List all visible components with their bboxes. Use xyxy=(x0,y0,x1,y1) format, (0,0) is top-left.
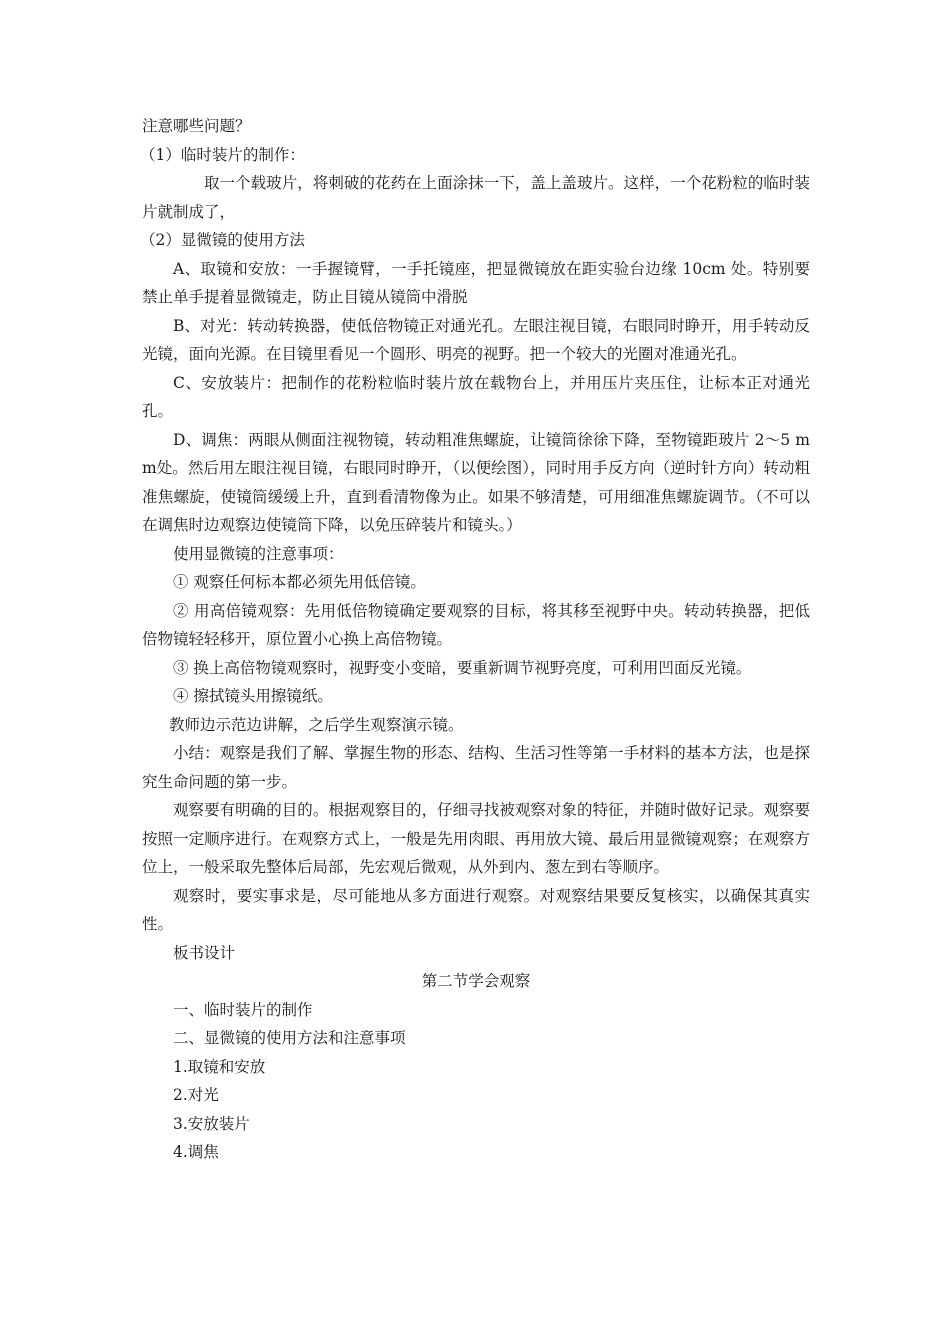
note-item-2: ② 用高倍镜观察：先用低倍物镜确定要观察的目标，将其移至视野中央。转动转换器，把低倍物镜轻轻移开，原位置小心换上高倍物镜。 xyxy=(142,601,810,648)
board-item-1: 一、临时装片的制作 xyxy=(173,1000,313,1019)
paragraph-observation-truth: 观察时，要实事求是，尽可能地从多方面进行观察。对观察结果要反复核实，以确保其真实性。 xyxy=(142,886,810,933)
section-heading-slide-making: （1）临时装片的制作： xyxy=(140,145,305,164)
notes-heading: 使用显微镜的注意事项： xyxy=(173,544,344,563)
paragraph-step-b: B、对光：转动转换器，使低倍物镜正对通光孔。左眼注视目镜，右眼同时睁开，用手转动反光镜，面向光源。在目镜里看见一个圆形、明亮的视野。把一个较大的光圈对准通光孔。 xyxy=(142,316,810,363)
board-item-6: 4.调焦 xyxy=(173,1143,219,1161)
note-item-1: ① 观察任何标本都必须先用低倍镜。 xyxy=(173,573,426,591)
paragraph-step-a: A、取镜和安放：一手握镜臂，一手托镜座，把显微镜放在距实验台边缘 10cm 处。特别要禁止单手提着显微镜走，防止目镜从镜筒中滑脱 xyxy=(142,259,810,306)
paragraph-step-c: C、安放装片：把制作的花粉粒临时装片放在载物台上，并用压片夹压住，让标本正对通光孔。 xyxy=(142,373,810,420)
document-body xyxy=(142,112,810,1167)
note-item-4: ④ 擦拭镜头用擦镜纸。 xyxy=(173,687,333,705)
note-item-3: ③ 换上高倍物镜观察时，视野变小变暗，要重新调节视野亮度，可利用凹面反光镜。 xyxy=(173,658,752,677)
board-title: 第二节学会观察 xyxy=(421,972,531,990)
board-item-5: 3.安放装片 xyxy=(173,1114,250,1133)
board-item-3: 1.取镜和安放 xyxy=(173,1057,266,1076)
paragraph-step-d: D、调焦：两眼从侧面注视物镜，转动粗准焦螺旋，让镜筒徐徐下降，至物镜距玻片 2～5 mm处。然后用左眼注视目镜，右眼同时睁开，（以便绘图），同时用手反方向（逆时针方向）转动粗准焦螺旋，使镜筒缓缓上升，直到看清物像为止。如果不够清楚，可用细准焦螺旋调节。（不可以在调焦时边观察边使镜筒下降，以免压碎装片和镜头。） xyxy=(142,430,810,534)
paragraph-observation-method: 观察要有明确的目的。根据观察目的，仔细寻找被观察对象的特征，并随时做好记录。观察要按照一定顺序进行。在观察方式上，一般是先用肉眼、再用放大镜、最后用显微镜观察；在观察方位上，一般采取先整体后局部，先宏观后微观，从外到内、葱左到右等顺序。 xyxy=(142,801,810,876)
board-item-2: 二、显微镜的使用方法和注意事项 xyxy=(173,1029,406,1047)
paragraph-slide-making: 取一个载玻片，将刺破的花药在上面涂抹一下，盖上盖玻片。这样，一个花粉粒的临时装片就制成了， xyxy=(142,174,810,221)
board-item-4: 2.对光 xyxy=(173,1086,219,1104)
teacher-demo-line: 教师边示范边讲解，之后学生观察演示镜。 xyxy=(169,715,464,734)
paragraph-summary: 小结：观察是我们了解、掌握生物的形态、结构、生活习性等第一手材料的基本方法，也是探究生命问题的第一步。 xyxy=(142,744,810,791)
section-heading-microscope-usage: （2）显微镜的使用方法 xyxy=(140,231,305,249)
question-line: 注意哪些问题？ xyxy=(142,117,251,135)
board-design-heading: 板书设计 xyxy=(173,943,236,962)
